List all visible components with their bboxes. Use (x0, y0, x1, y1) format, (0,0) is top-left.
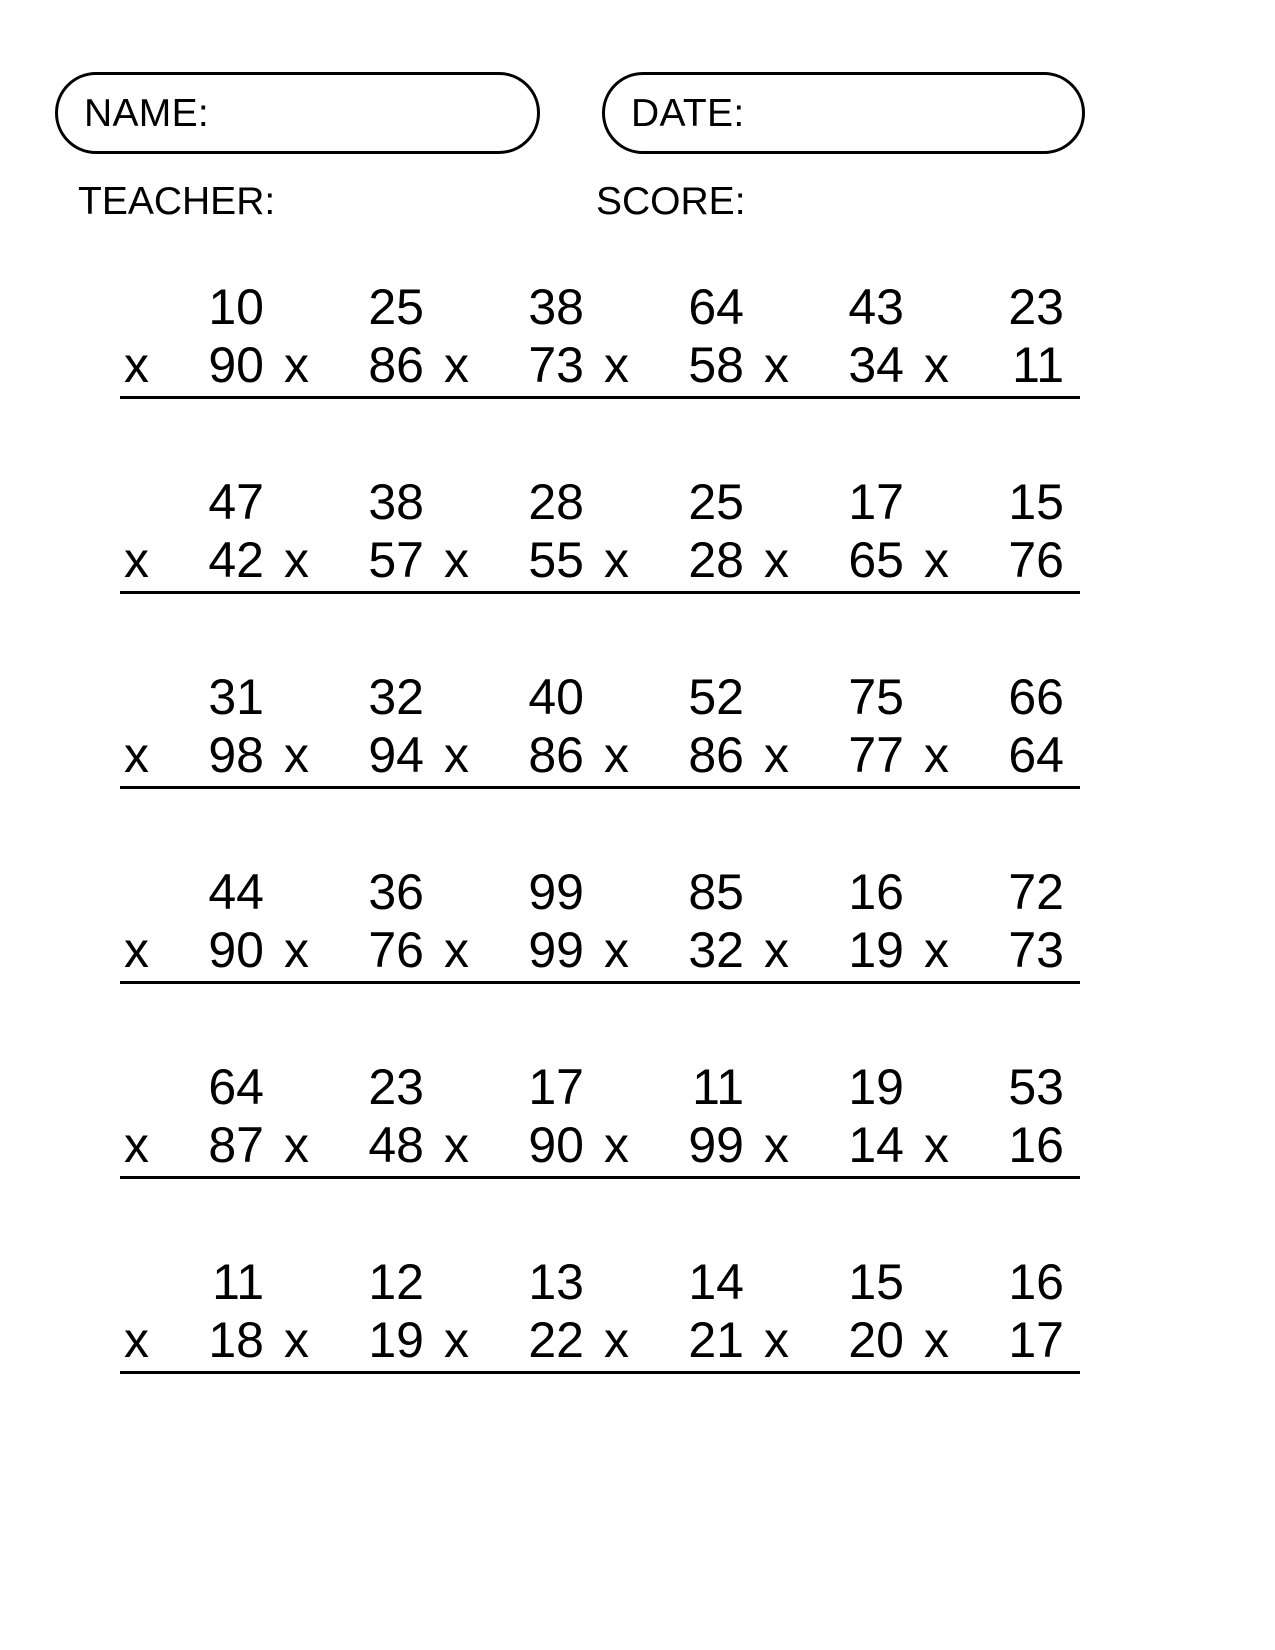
multiplicand: 66 (1008, 669, 1064, 725)
multiplier: 16 (1008, 1117, 1064, 1173)
multiplier-line (600, 531, 760, 594)
multiplier: 28 (688, 532, 744, 588)
multiplier-line (920, 531, 1080, 594)
operator-symbol: x (284, 532, 309, 588)
problem-cell (440, 1058, 600, 1253)
problem-cell (280, 1058, 440, 1253)
operator-symbol: x (124, 1312, 149, 1368)
problem-cell (120, 668, 280, 863)
problem-cell (920, 1253, 1080, 1448)
problem-cell (120, 863, 280, 1058)
multiplier-line (600, 1311, 760, 1374)
operator-symbol: x (444, 337, 469, 393)
operator-symbol: x (444, 727, 469, 783)
operator-symbol: x (764, 532, 789, 588)
multiplier: 76 (1008, 532, 1064, 588)
problem-cell (600, 863, 760, 1058)
multiplicand: 25 (368, 279, 424, 335)
multiplier: 34 (848, 337, 904, 393)
multiplier: 65 (848, 532, 904, 588)
operator-symbol: x (124, 1117, 149, 1173)
problem-cell (280, 668, 440, 863)
problem-cell (920, 473, 1080, 668)
problem-row (120, 1253, 1160, 1448)
multiplicand: 40 (528, 669, 584, 725)
problem-cell (440, 668, 600, 863)
operator-symbol: x (924, 337, 949, 393)
multiplier: 17 (1008, 1312, 1064, 1368)
multiplicand: 72 (1008, 864, 1064, 920)
problem-cell (280, 278, 440, 473)
problems-grid (120, 278, 1160, 1448)
problem-cell (120, 1058, 280, 1253)
operator-symbol: x (764, 727, 789, 783)
multiplier: 42 (208, 532, 264, 588)
problem-cell (920, 1058, 1080, 1253)
multiplier-line (440, 921, 600, 984)
multiplier-line (760, 921, 920, 984)
problem-cell (120, 1253, 280, 1448)
operator-symbol: x (284, 922, 309, 978)
multiplier-line (760, 1311, 920, 1374)
multiplicand: 17 (528, 1059, 584, 1115)
multiplier: 55 (528, 532, 584, 588)
multiplicand: 99 (528, 864, 584, 920)
multiplier-line (600, 726, 760, 789)
multiplier-line (760, 1116, 920, 1179)
multiplier: 73 (528, 337, 584, 393)
operator-symbol: x (604, 1312, 629, 1368)
multiplicand: 11 (692, 1059, 744, 1115)
multiplicand: 13 (528, 1254, 584, 1310)
multiplier-line (120, 336, 280, 399)
operator-symbol: x (284, 1117, 309, 1173)
problem-cell (280, 1253, 440, 1448)
operator-symbol: x (124, 922, 149, 978)
operator-symbol: x (924, 727, 949, 783)
multiplier-line (120, 726, 280, 789)
multiplier-line (280, 531, 440, 594)
problem-cell (920, 278, 1080, 473)
problem-cell (760, 1253, 920, 1448)
operator-symbol: x (764, 1312, 789, 1368)
header-second-row (78, 182, 1078, 234)
multiplicand: 44 (208, 864, 264, 920)
problem-row (120, 863, 1160, 1058)
problem-cell (760, 473, 920, 668)
multiplicand: 38 (528, 279, 584, 335)
operator-symbol: x (444, 922, 469, 978)
problem-cell (600, 473, 760, 668)
multiplier: 18 (208, 1312, 264, 1368)
problem-cell (760, 668, 920, 863)
problem-cell (600, 1058, 760, 1253)
multiplier: 48 (368, 1117, 424, 1173)
multiplier-line (280, 336, 440, 399)
problem-cell (600, 278, 760, 473)
multiplier: 14 (848, 1117, 904, 1173)
date-label: DATE: (631, 91, 745, 135)
operator-symbol: x (604, 532, 629, 588)
operator-symbol: x (764, 922, 789, 978)
multiplier: 64 (1008, 727, 1064, 783)
operator-symbol: x (284, 727, 309, 783)
teacher-label: TEACHER: (78, 180, 276, 223)
multiplier: 90 (208, 337, 264, 393)
multiplier: 90 (528, 1117, 584, 1173)
multiplier: 94 (368, 727, 424, 783)
operator-symbol: x (604, 922, 629, 978)
name-label: NAME: (84, 91, 210, 135)
operator-symbol: x (284, 1312, 309, 1368)
operator-symbol: x (124, 337, 149, 393)
problem-cell (760, 1058, 920, 1253)
multiplier-line (120, 1116, 280, 1179)
multiplier-line (920, 1311, 1080, 1374)
multiplier: 22 (528, 1312, 584, 1368)
problem-cell (440, 473, 600, 668)
multiplicand: 14 (688, 1254, 744, 1310)
multiplier-line (600, 921, 760, 984)
operator-symbol: x (924, 1117, 949, 1173)
multiplier: 73 (1008, 922, 1064, 978)
multiplicand: 53 (1008, 1059, 1064, 1115)
multiplier-line (440, 1311, 600, 1374)
multiplicand: 75 (848, 669, 904, 725)
operator-symbol: x (124, 727, 149, 783)
multiplier: 19 (848, 922, 904, 978)
multiplier-line (760, 531, 920, 594)
multiplier: 99 (528, 922, 584, 978)
multiplier-line (120, 921, 280, 984)
header-fields (55, 72, 1085, 154)
operator-symbol: x (604, 727, 629, 783)
multiplicand: 15 (848, 1254, 904, 1310)
multiplier-line (120, 531, 280, 594)
problem-cell (920, 668, 1080, 863)
multiplier: 98 (208, 727, 264, 783)
multiplier-line (440, 1116, 600, 1179)
multiplier: 20 (848, 1312, 904, 1368)
operator-symbol: x (604, 1117, 629, 1173)
multiplicand: 38 (368, 474, 424, 530)
problem-cell (760, 278, 920, 473)
multiplier: 90 (208, 922, 264, 978)
multiplicand: 23 (1008, 279, 1064, 335)
multiplier: 11 (1012, 337, 1064, 393)
multiplicand: 19 (848, 1059, 904, 1115)
multiplicand: 47 (208, 474, 264, 530)
multiplier: 19 (368, 1312, 424, 1368)
problem-cell (440, 278, 600, 473)
operator-symbol: x (604, 337, 629, 393)
multiplier-line (920, 1116, 1080, 1179)
multiplier: 86 (528, 727, 584, 783)
multiplier: 58 (688, 337, 744, 393)
multiplier-line (280, 921, 440, 984)
problem-cell (600, 668, 760, 863)
multiplier: 76 (368, 922, 424, 978)
multiplier-line (760, 336, 920, 399)
multiplicand: 28 (528, 474, 584, 530)
operator-symbol: x (444, 1117, 469, 1173)
multiplier-line (440, 336, 600, 399)
multiplier-line (920, 726, 1080, 789)
multiplicand: 15 (1008, 474, 1064, 530)
multiplicand: 25 (688, 474, 744, 530)
problem-cell (760, 863, 920, 1058)
multiplier-line (600, 1116, 760, 1179)
multiplicand: 16 (1008, 1254, 1064, 1310)
problem-row (120, 278, 1160, 473)
multiplier-line (920, 921, 1080, 984)
multiplicand: 64 (208, 1059, 264, 1115)
problem-row (120, 473, 1160, 668)
operator-symbol: x (444, 1312, 469, 1368)
problem-row (120, 668, 1160, 863)
multiplicand: 36 (368, 864, 424, 920)
multiplier-line (280, 726, 440, 789)
multiplier: 77 (848, 727, 904, 783)
problem-cell (440, 1253, 600, 1448)
multiplier: 86 (368, 337, 424, 393)
multiplier-line (120, 1311, 280, 1374)
operator-symbol: x (924, 532, 949, 588)
multiplier-line (280, 1116, 440, 1179)
problem-cell (120, 473, 280, 668)
operator-symbol: x (764, 1117, 789, 1173)
problem-cell (280, 863, 440, 1058)
problem-cell (920, 863, 1080, 1058)
multiplicand: 64 (688, 279, 744, 335)
multiplicand: 43 (848, 279, 904, 335)
operator-symbol: x (924, 922, 949, 978)
multiplier-line (600, 336, 760, 399)
multiplicand: 52 (688, 669, 744, 725)
multiplier: 99 (688, 1117, 744, 1173)
multiplicand: 85 (688, 864, 744, 920)
multiplier-line (280, 1311, 440, 1374)
operator-symbol: x (284, 337, 309, 393)
multiplicand: 23 (368, 1059, 424, 1115)
operator-symbol: x (124, 532, 149, 588)
multiplier: 57 (368, 532, 424, 588)
problem-cell (440, 863, 600, 1058)
operator-symbol: x (444, 532, 469, 588)
multiplier-line (920, 336, 1080, 399)
multiplicand: 12 (368, 1254, 424, 1310)
multiplicand: 11 (212, 1254, 264, 1310)
name-field[interactable] (55, 72, 540, 154)
problem-cell (600, 1253, 760, 1448)
multiplier: 21 (688, 1312, 744, 1368)
multiplier-line (440, 726, 600, 789)
problem-cell (280, 473, 440, 668)
problem-cell (120, 278, 280, 473)
multiplicand: 32 (368, 669, 424, 725)
multiplicand: 10 (208, 279, 264, 335)
multiplier: 87 (208, 1117, 264, 1173)
multiplicand: 16 (848, 864, 904, 920)
score-label: SCORE: (596, 180, 746, 223)
date-field[interactable] (602, 72, 1085, 154)
multiplier: 32 (688, 922, 744, 978)
problem-row (120, 1058, 1160, 1253)
multiplicand: 31 (208, 669, 264, 725)
multiplier: 86 (688, 727, 744, 783)
operator-symbol: x (924, 1312, 949, 1368)
operator-symbol: x (764, 337, 789, 393)
multiplier-line (760, 726, 920, 789)
multiplicand: 17 (848, 474, 904, 530)
multiplier-line (440, 531, 600, 594)
